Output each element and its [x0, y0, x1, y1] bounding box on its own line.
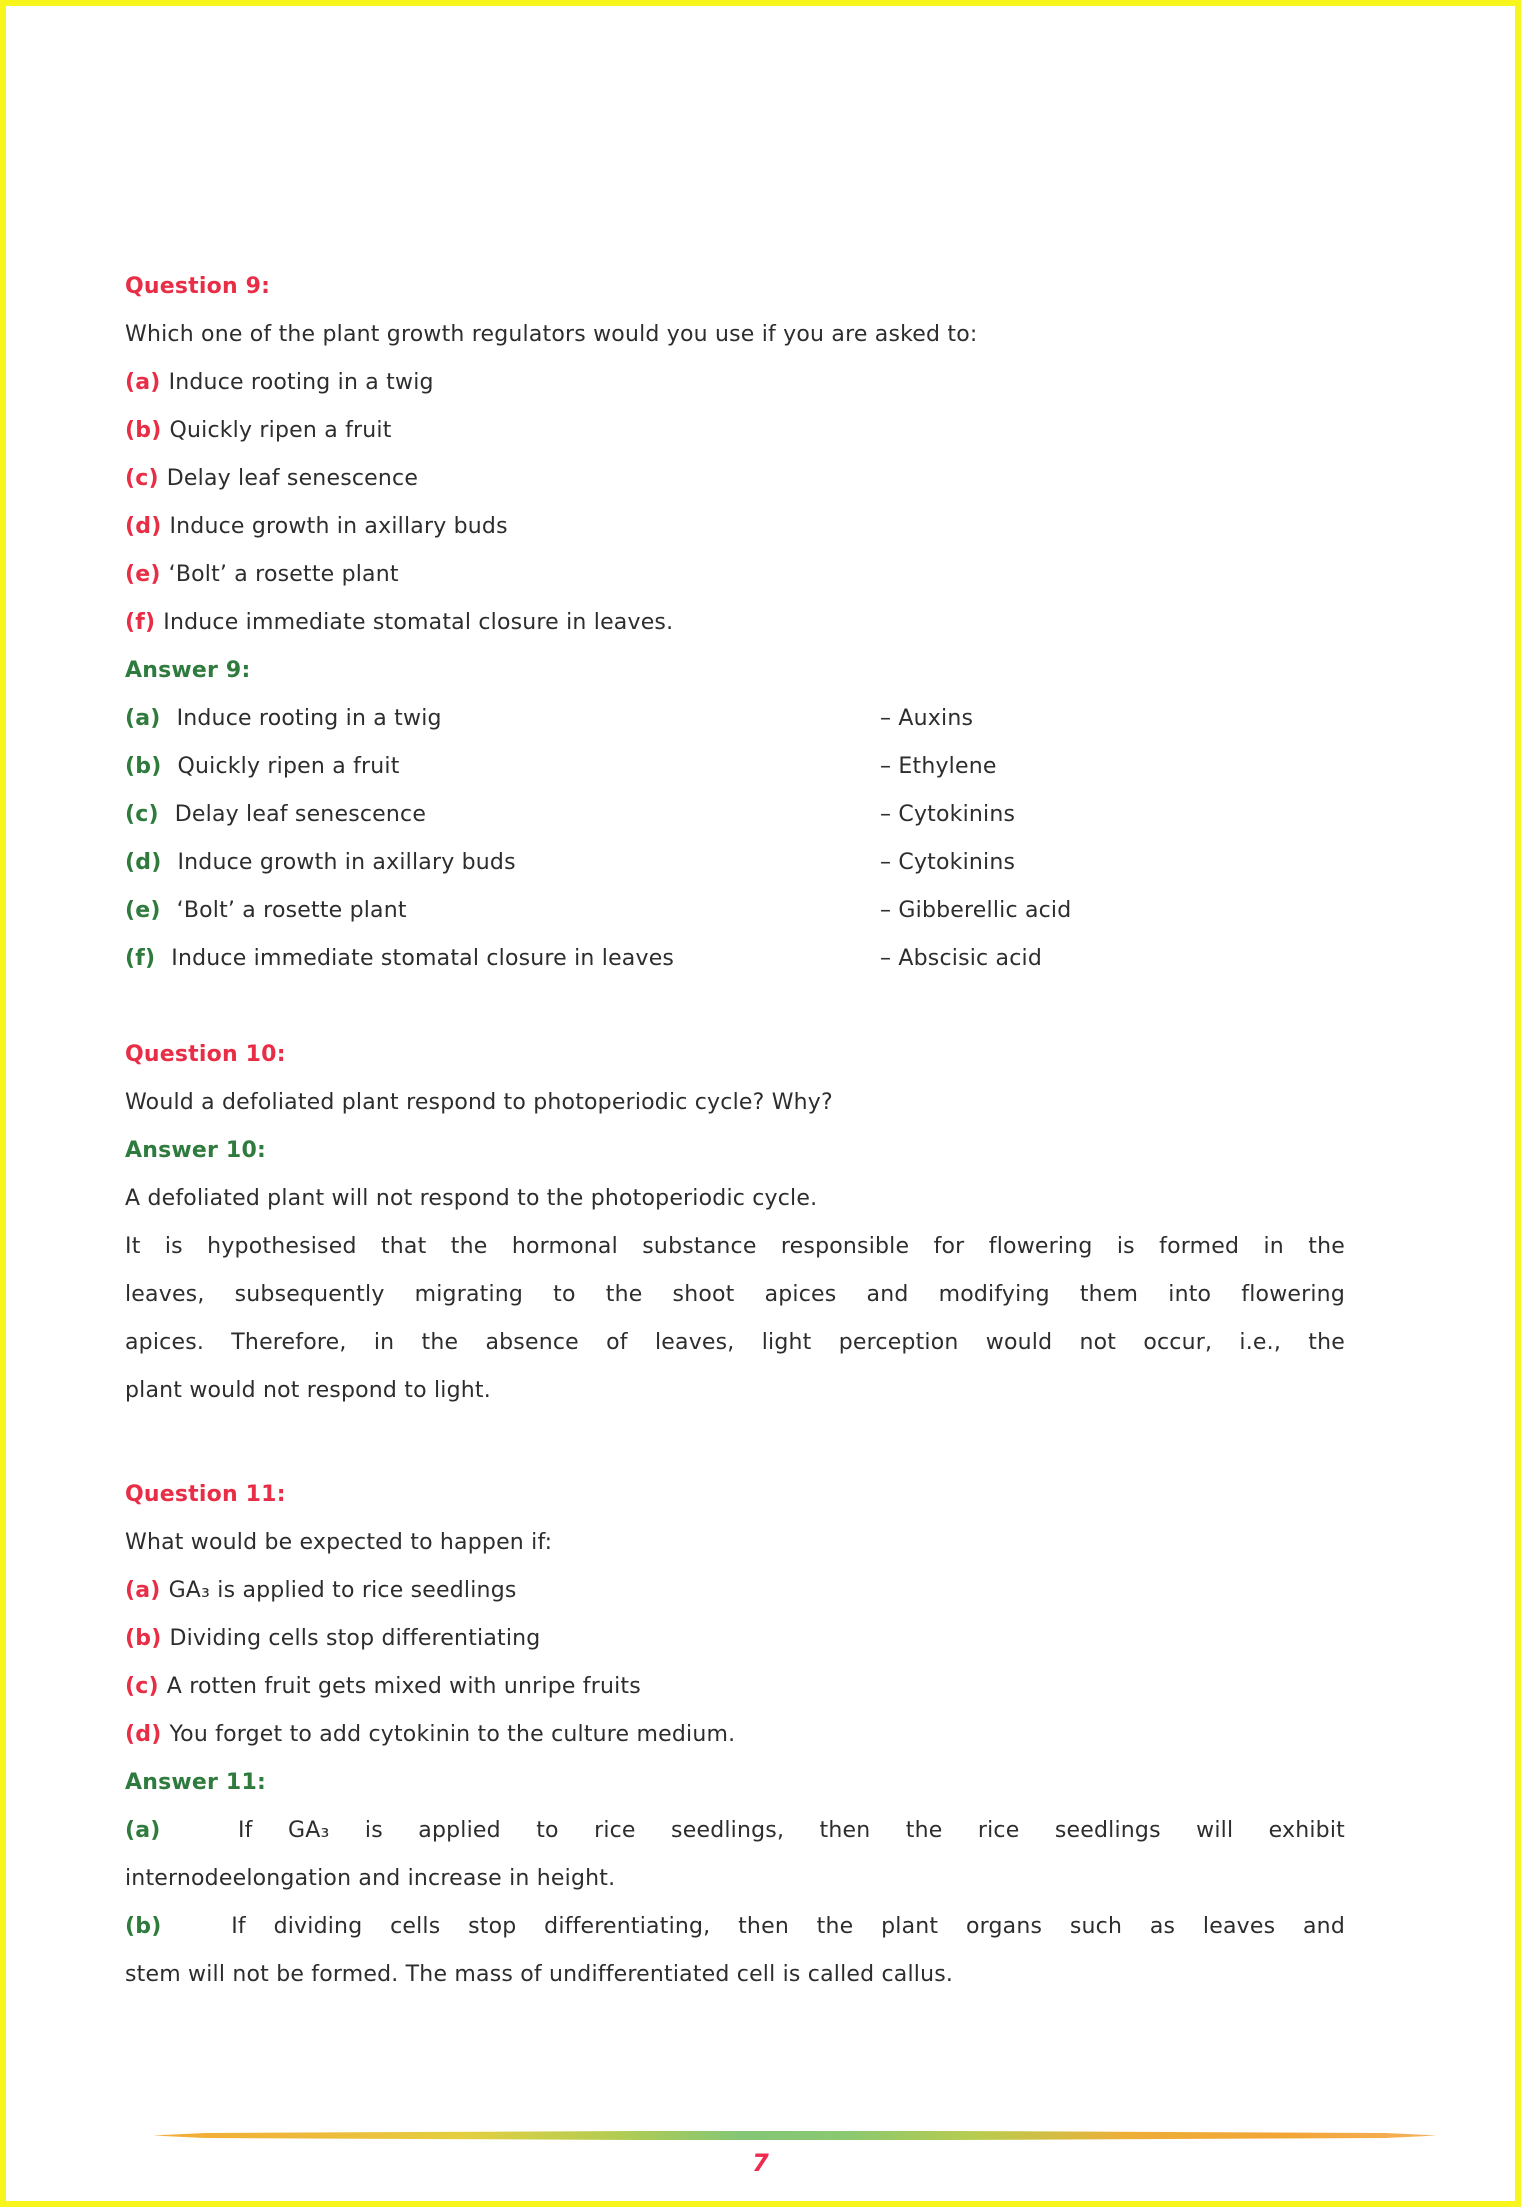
question-10-heading: Question 10: — [125, 1042, 286, 1067]
section-gap — [125, 1415, 1345, 1463]
question-11-text: What would be expected to happen if: — [125, 1530, 553, 1555]
answer-10-line: A defoliated plant will not respond to the photoperiodic cycle. — [125, 1186, 818, 1211]
answer-label: (a) — [125, 706, 161, 731]
option-text: Induce immediate stomatal closure in leaves. — [163, 610, 674, 635]
answer-9-row-b — [125, 743, 1345, 791]
question-11-option-b — [125, 1615, 1345, 1663]
answer-match: – Ethylene — [880, 754, 997, 779]
answer-match: – Cytokinins — [880, 850, 1016, 875]
option-label: (c) — [125, 1674, 159, 1699]
question-9-option-c — [125, 455, 1345, 503]
answer-text: Induce growth in axillary buds — [177, 850, 516, 875]
answer-9-row-c — [125, 791, 1345, 839]
question-11-option-a — [125, 1567, 1345, 1615]
answer-match: – Auxins — [880, 706, 974, 731]
option-label: (d) — [125, 1722, 162, 1747]
option-text: You forget to add cytokinin to the culture medium. — [169, 1722, 736, 1747]
answer-11-a-line-1 — [125, 1807, 1345, 1855]
answer-11-heading: Answer 11: — [125, 1770, 266, 1795]
option-text: Induce growth in axillary buds — [169, 514, 508, 539]
answer-11-b-line-2: stem will not be formed. The mass of undifferentiated cell is called callus. — [125, 1962, 954, 1987]
answer-text: ‘Bolt’ a rosette plant — [176, 898, 407, 923]
question-9-option-d — [125, 503, 1345, 551]
question-9-option-b — [125, 407, 1345, 455]
option-text: A rotten fruit gets mixed with unripe fruits — [166, 1674, 641, 1699]
answer-match: – Gibberellic acid — [880, 898, 1072, 923]
page-number: 7 — [752, 2149, 769, 2177]
option-text: Delay leaf senescence — [166, 466, 419, 491]
answer-label: (d) — [125, 850, 162, 875]
answer-text: Quickly ripen a fruit — [177, 754, 400, 779]
question-9-option-a — [125, 359, 1345, 407]
answer-9-heading: Answer 9: — [125, 658, 251, 683]
answer-label: (b) — [125, 1914, 162, 1939]
answer-text: Delay leaf senescence — [174, 802, 427, 827]
answer-label: (e) — [125, 898, 161, 923]
option-label: (a) — [125, 1578, 161, 1603]
answer-10-heading: Answer 10: — [125, 1138, 266, 1163]
question-10-text: Would a defoliated plant respond to photoperiodic cycle? Why? — [125, 1090, 833, 1115]
question-9-option-e — [125, 551, 1345, 599]
option-label: (a) — [125, 370, 161, 395]
option-label: (f) — [125, 610, 156, 635]
answer-match: – Abscisic acid — [880, 946, 1042, 971]
question-9-text: Which one of the plant growth regulators would you use if you are asked to: — [125, 322, 978, 347]
answer-label: (c) — [125, 802, 159, 827]
answer-11-b-line-1 — [125, 1903, 1345, 1951]
question-11-option-d — [125, 1711, 1345, 1759]
answer-10-line: It is hypothesised that the hormonal substance responsible for flowering is formed in the — [125, 1234, 1345, 1259]
answer-text: If dividing cells stop differentiating, then the plant organs such as leaves and — [231, 1914, 1345, 1939]
answer-11-a-line-2: internodeelongation and increase in height. — [125, 1866, 616, 1891]
footer-divider — [153, 2131, 1437, 2140]
option-text: Quickly ripen a fruit — [169, 418, 392, 443]
option-label: (e) — [125, 562, 161, 587]
answer-9-row-d — [125, 839, 1345, 887]
question-11-heading: Question 11: — [125, 1482, 286, 1507]
answer-10-line: leaves, subsequently migrating to the shoot apices and modifying them into flowering — [125, 1282, 1345, 1307]
option-label: (b) — [125, 1626, 162, 1651]
option-label: (c) — [125, 466, 159, 491]
question-9-heading: Question 9: — [125, 274, 271, 299]
answer-10-line: apices. Therefore, in the absence of leaves, light perception would not occur, i.e., the — [125, 1330, 1345, 1355]
question-11-option-c — [125, 1663, 1345, 1711]
answer-label: (f) — [125, 946, 156, 971]
answer-text: If GA₃ is applied to rice seedlings, then the rice seedlings will exhibit — [237, 1818, 1345, 1843]
answer-label: (b) — [125, 754, 162, 779]
option-label: (d) — [125, 514, 162, 539]
section-gap — [125, 983, 1345, 1031]
option-text: GA₃ is applied to rice seedlings — [168, 1578, 517, 1603]
answer-9-row-f — [125, 935, 1345, 983]
question-9-option-f — [125, 599, 1345, 647]
answer-text: Induce immediate stomatal closure in leaves — [171, 946, 675, 971]
answer-9-row-e — [125, 887, 1345, 935]
answer-10-line: plant would not respond to light. — [125, 1378, 491, 1403]
option-label: (b) — [125, 418, 162, 443]
answer-9-row-a — [125, 695, 1345, 743]
answer-match: – Cytokinins — [880, 802, 1016, 827]
page-content — [125, 6, 1345, 1999]
option-text: Dividing cells stop differentiating — [169, 1626, 541, 1651]
option-text: ‘Bolt’ a rosette plant — [168, 562, 399, 587]
answer-text: Induce rooting in a twig — [176, 706, 442, 731]
answer-label: (a) — [125, 1818, 161, 1843]
option-text: Induce rooting in a twig — [168, 370, 434, 395]
